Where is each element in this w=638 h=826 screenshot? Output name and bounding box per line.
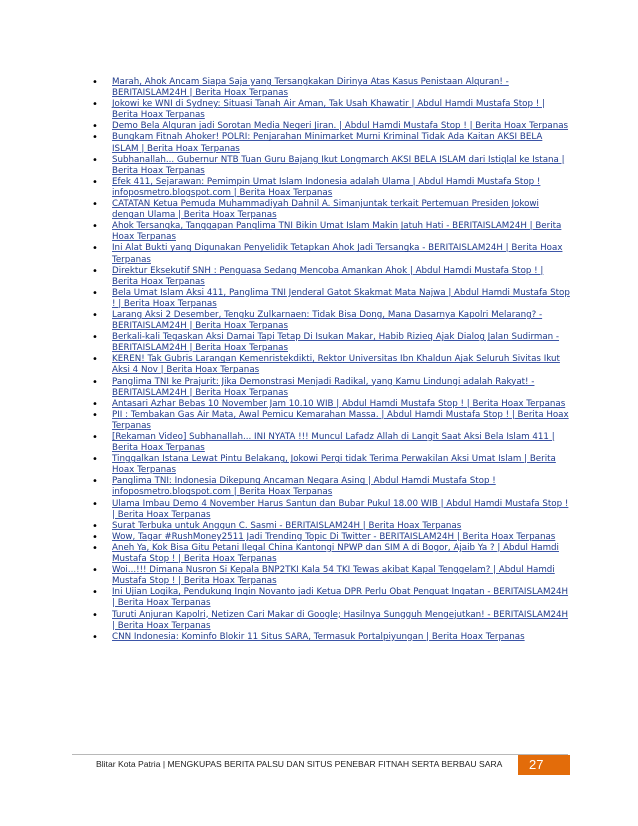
article-link[interactable]: Antasari Azhar Bebas 10 November Jam 10.10 WIB | Abdul Hamdi Mustafa Stop ! | Berita Hoax Terpanas <box>112 398 566 409</box>
article-link[interactable]: CNN Indonesia: Kominfo Blokir 11 Situs SARA, Termasuk Portalpiyungan | Berita Hoax Terpanas <box>112 631 525 642</box>
article-link[interactable]: Surat Terbuka untuk Anggun C. Sasmi - BERITAISLAM24H | Berita Hoax Terpanas <box>112 520 462 531</box>
article-link[interactable]: Ahok Tersangka, Tanggapan Panglima TNI Bikin Umat Islam Makin Jatuh Hati - BERITAISLAM24H | Berita Hoax Terpanas <box>112 221 562 243</box>
list-item <box>92 432 570 454</box>
hoax-link-list <box>92 77 570 643</box>
article-link[interactable]: Bela Umat Islam Aksi 411, Panglima TNI Jenderal Gatot Skakmat Mata Najwa | Abdul Hamdi Mustafa Stop ! | Berita Hoax Terpanas <box>112 287 570 309</box>
list-item <box>92 155 570 177</box>
article-link[interactable]: Bungkam Fitnah Ahoker! POLRI: Penjarahan Minimarket Murni Kriminal Tidak Ada Kaitan AKSI BELA ISLAM | Berita Hoax Terpanas <box>112 132 543 154</box>
list-item <box>92 499 570 521</box>
list-item <box>92 476 570 498</box>
article-link[interactable]: Panglima TNI ke Prajurit: Jika Demonstrasi Menjadi Radikal, yang Kamu Lindungi adalah Rakyat! - BERITAISLAM24H | Berita Hoax Terpanas <box>112 376 535 398</box>
list-item <box>92 532 570 543</box>
article-link[interactable]: Marah, Ahok Ancam Siapa Saja yang Tersangkakan Dirinya Atas Kasus Penistaan Alquran! - BERITAISLAM24H | Berita Hoax Terpanas <box>112 77 509 99</box>
list-item <box>92 543 570 565</box>
article-link[interactable]: Wow, Tagar #RushMoney2511 Jadi Trending Topic Di Twitter - BERITAISLAM24H | Berita Hoax Terpanas <box>112 531 556 542</box>
article-link[interactable]: PII : Tembakan Gas Air Mata, Awal Pemicu Kemarahan Massa. | Abdul Hamdi Mustafa Stop ! | Berita Hoax Terpanas <box>112 409 569 431</box>
list-item <box>92 399 570 410</box>
list-item <box>92 266 570 288</box>
list-item <box>92 288 570 310</box>
page-number: 27 <box>518 755 570 775</box>
article-link[interactable]: CATATAN Ketua Pemuda Muhammadiyah Dahnil A. Simanjuntak terkait Pertemuan Presiden Jokowi dengan Ulama | Berita Hoax Terpanas <box>112 199 539 221</box>
article-link[interactable]: Subhanallah... Gubernur NTB Tuan Guru Bajang Ikut Longmarch AKSI BELA ISLAM dari Istiqlal ke Istana | Berita Hoax Terpanas <box>112 154 565 176</box>
footer-divider <box>72 754 568 755</box>
list-item <box>92 587 570 609</box>
list-item <box>92 199 570 221</box>
article-link[interactable]: Woi...!!! Dimana Nusron Si Kepala BNP2TKI Kala 54 TKI Tewas akibat Kapal Tenggelam? | Abdul Hamdi Mustafa Stop ! | Berita Hoax Terpanas <box>112 565 555 587</box>
article-link[interactable]: Jokowi ke WNI di Sydney: Situasi Tanah Air Aman, Tak Usah Khawatir | Abdul Hamdi Mustafa Stop ! | Berita Hoax Terpanas <box>112 99 545 121</box>
list-item <box>92 332 570 354</box>
list-item <box>92 243 570 265</box>
article-link[interactable]: Panglima TNI: Indonesia Dikepung Ancaman Negara Asing | Abdul Hamdi Mustafa Stop ! infoposmetro.blogspot.com | Berita Hoax Terpanas <box>112 476 496 498</box>
article-link[interactable]: Berkali-kali Tegaskan Aksi Damai Tapi Tetap Di Isukan Makar, Habib Rizieq Ajak Dialog Jalan Sudirman - BERITAISLAM24H | Berita Hoax Terpanas <box>112 332 560 354</box>
article-link[interactable]: Efek 411, Sejarawan: Pemimpin Umat Islam Indonesia adalah Ulama | Abdul Hamdi Mustafa Stop ! infoposmetro.blogspot.com | Berita Hoax Terpanas <box>112 176 541 198</box>
article-link[interactable]: Larang Aksi 2 Desember, Tengku Zulkarnaen: Tidak Bisa Dong, Mana Dasarnya Kapolri Melarang? - BERITAISLAM24H | Berita Hoax Terpanas <box>112 309 543 332</box>
list-item <box>92 454 570 476</box>
article-link[interactable]: [Rekaman Video] Subhanallah... INI NYATA !!! Muncul Lafadz Allah di Langit Saat Aksi Bela Islam 411 | Berita Hoax Terpanas <box>112 432 555 454</box>
list-item <box>92 121 570 132</box>
list-item <box>92 77 570 99</box>
article-link[interactable]: KEREN! Tak Gubris Larangan Kemenristekdikti, Rektor Universitas Ibn Khaldun Ajak Seluruh Sivitas Ikut Aksi 4 Nov | Berita Hoax Terpanas <box>112 354 560 376</box>
list-item <box>92 521 570 532</box>
page-footer-title: Blitar Kota Patria | MENGKUPAS BERITA PALSU DAN SITUS PENEBAR FITNAH SERTA BERBAU SARA <box>96 759 503 769</box>
list-item <box>92 410 570 432</box>
list-item <box>92 99 570 121</box>
list-item <box>92 632 570 643</box>
article-link[interactable]: Turuti Anjuran Kapolri, Netizen Cari Makar di Google; Hasilnya Sungguh Mengejutkan! - BERITAISLAM24H | Berita Hoax Terpanas <box>112 609 569 631</box>
list-item <box>92 221 570 243</box>
list-item <box>92 310 570 332</box>
list-item <box>92 565 570 587</box>
article-link[interactable]: Aneh Ya, Kok Bisa Gitu Petani Ilegal China Kantongi NPWP dan SIM A di Bogor, Ajaib Ya ? | Abdul Hamdi Mustafa Stop ! | Berita Hoax Terpanas <box>112 542 559 565</box>
list-item <box>92 177 570 199</box>
article-link[interactable]: Ini Alat Bukti yang Digunakan Penyelidik Tetapkan Ahok Jadi Tersangka - BERITAISLAM24H | Berita Hoax Terpanas <box>112 243 563 265</box>
article-link[interactable]: Ulama Imbau Demo 4 November Harus Santun dan Bubar Pukul 18.00 WIB | Abdul Hamdi Mustafa Stop ! | Berita Hoax Terpanas <box>112 498 569 520</box>
list-item <box>92 132 570 154</box>
article-link[interactable]: Tinggalkan Istana Lewat Pintu Belakang, Jokowi Pergi tidak Terima Perwakilan Aksi Umat Islam | Berita Hoax Terpanas <box>112 454 556 476</box>
list-item <box>92 610 570 632</box>
list-item <box>92 377 570 399</box>
article-link[interactable]: Demo Bela Alquran jadi Sorotan Media Negeri Jiran. | Abdul Hamdi Mustafa Stop ! | Berita Hoax Terpanas <box>112 121 569 132</box>
article-link[interactable]: Direktur Eksekutif SNH : Penguasa Sedang Mencoba Amankan Ahok | Abdul Hamdi Mustafa Stop ! | Berita Hoax Terpanas <box>112 265 544 287</box>
list-item <box>92 354 570 376</box>
article-link[interactable]: Ini Ujian Logika, Pendukung Ingin Novanto jadi Ketua DPR Perlu Obat Penguat Ingatan - BERITAISLAM24H | Berita Hoax Terpanas <box>112 587 569 609</box>
